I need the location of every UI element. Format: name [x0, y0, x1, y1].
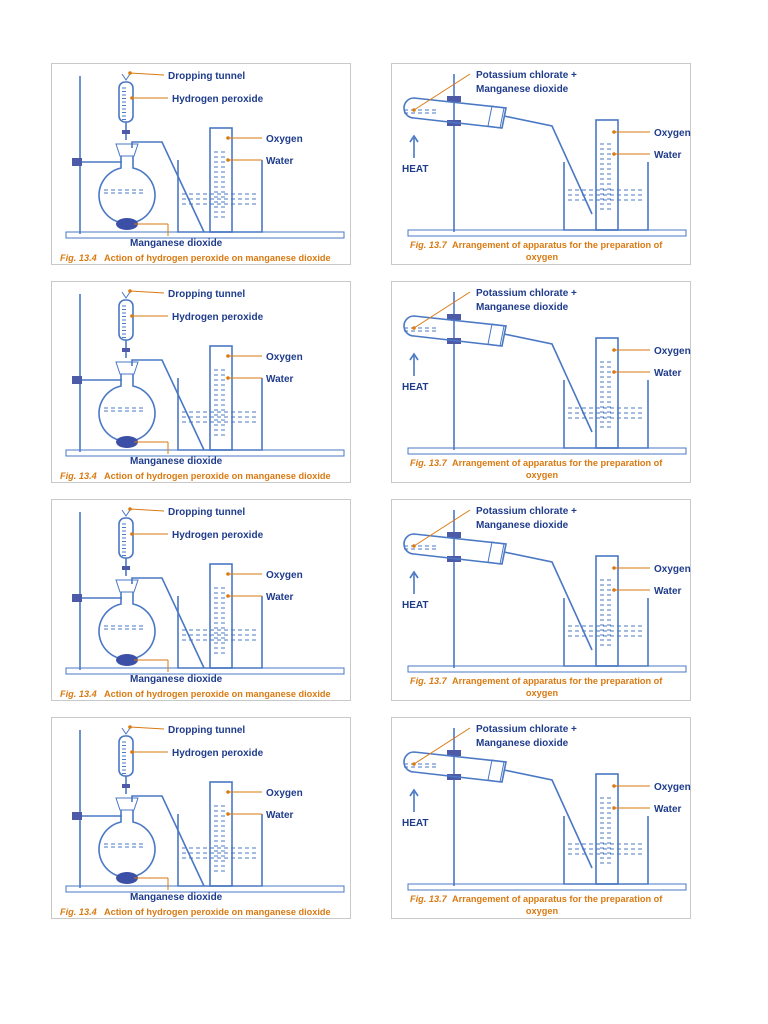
leader-dot — [226, 790, 230, 794]
label-mno2: Manganese dioxide — [130, 892, 223, 903]
cork — [116, 798, 138, 810]
cork — [488, 760, 504, 782]
label-heat: HEAT — [402, 164, 429, 175]
label-oxygen: Oxygen — [654, 564, 691, 575]
leader-dot — [130, 96, 134, 100]
delivery-tube — [504, 334, 592, 432]
leader-dot — [612, 784, 616, 788]
caption-fig: Fig. 13.7 — [410, 894, 447, 904]
label-reactant: Potassium chlorate + — [476, 70, 577, 81]
funnel-tip — [122, 74, 130, 80]
leader-line — [414, 292, 470, 328]
leader-dot — [612, 566, 616, 570]
figure-panel-kclo3 — [391, 63, 691, 265]
label-oxygen: Oxygen — [266, 352, 303, 363]
label-reactant-2: Manganese dioxide — [476, 84, 569, 95]
kclo3-apparatus-diagram — [392, 282, 692, 484]
cork — [488, 324, 504, 346]
label-oxygen: Oxygen — [266, 570, 303, 581]
label-oxygen: Oxygen — [654, 346, 691, 357]
figure-panel-h2o2 — [51, 281, 351, 483]
clamp — [72, 376, 82, 384]
label-mno2: Manganese dioxide — [130, 456, 223, 467]
leader-dot — [412, 108, 416, 112]
kclo3-apparatus-diagram — [392, 718, 692, 920]
stand-base — [408, 448, 686, 454]
leader-dot — [412, 326, 416, 330]
label-heat: HEAT — [402, 600, 429, 611]
caption-fig: Fig. 13.7 — [410, 676, 447, 686]
label-reactant-2: Manganese dioxide — [476, 738, 569, 749]
leader-dot — [226, 594, 230, 598]
figure-panel-kclo3 — [391, 499, 691, 701]
trough — [564, 380, 648, 448]
leader-dot — [226, 572, 230, 576]
leader-dot — [128, 289, 132, 293]
gas-jar — [210, 346, 232, 450]
figure-panel-kclo3 — [391, 717, 691, 919]
leader-dot — [226, 158, 230, 162]
trough — [564, 816, 648, 884]
h2o2-apparatus-diagram — [52, 64, 352, 266]
leader-dot — [226, 812, 230, 816]
leader-dot — [130, 532, 134, 536]
caption-fig: Fig. 13.4 — [60, 907, 97, 917]
label-funnel: Dropping tunnel — [168, 725, 246, 736]
leader-dot — [612, 152, 616, 156]
caption-text: Arrangement of apparatus for the preparation of — [452, 458, 663, 468]
leader-dot — [128, 725, 132, 729]
funnel-tip — [122, 728, 130, 734]
funnel-tip — [122, 510, 130, 516]
label-peroxide: Hydrogen peroxide — [172, 748, 264, 759]
leader-dot — [612, 588, 616, 592]
caption-text: Action of hydrogen peroxide on manganese dioxide — [104, 907, 331, 917]
trough — [178, 160, 262, 232]
figure-panel-h2o2 — [51, 717, 351, 919]
figure-panel-kclo3 — [391, 281, 691, 483]
label-oxygen: Oxygen — [654, 782, 691, 793]
label-reactant-2: Manganese dioxide — [476, 302, 569, 313]
caption-text-2: oxygen — [525, 252, 559, 262]
label-water: Water — [654, 150, 682, 161]
figure-panel-h2o2 — [51, 63, 351, 265]
leader-dot — [226, 376, 230, 380]
caption-text-2: oxygen — [525, 688, 559, 698]
trough — [178, 378, 262, 450]
label-reactant: Potassium chlorate + — [476, 506, 577, 517]
leader-dot — [612, 130, 616, 134]
trough — [564, 162, 648, 230]
h2o2-apparatus-diagram — [52, 718, 352, 920]
leader-dot — [612, 806, 616, 810]
label-oxygen: Oxygen — [266, 134, 303, 145]
cork — [116, 144, 138, 156]
caption-text-2: oxygen — [525, 906, 559, 916]
caption-text: Action of hydrogen peroxide on manganese dioxide — [104, 689, 331, 699]
label-heat: HEAT — [402, 818, 429, 829]
label-heat: HEAT — [402, 382, 429, 393]
label-water: Water — [266, 156, 294, 167]
figure-panel-h2o2 — [51, 499, 351, 701]
stopcock — [122, 784, 130, 788]
caption-text: Arrangement of apparatus for the preparation of — [452, 240, 663, 250]
trough — [178, 596, 262, 668]
label-water: Water — [266, 374, 294, 385]
gas-jar — [210, 564, 232, 668]
stopcock — [122, 130, 130, 134]
stand-base — [408, 666, 686, 672]
kclo3-apparatus-diagram — [392, 500, 692, 702]
leader-dot — [226, 136, 230, 140]
cork — [116, 580, 138, 592]
leader-line — [414, 728, 470, 764]
leader-dot — [612, 348, 616, 352]
label-oxygen: Oxygen — [266, 788, 303, 799]
gas-jar — [596, 556, 618, 666]
leader-line — [130, 509, 164, 511]
clamp — [72, 158, 82, 166]
caption-text: Arrangement of apparatus for the preparation of — [452, 894, 663, 904]
caption-text: Action of hydrogen peroxide on manganese dioxide — [104, 471, 331, 481]
caption-fig: Fig. 13.7 — [410, 458, 447, 468]
cork — [116, 362, 138, 374]
clamp — [72, 812, 82, 820]
cork — [488, 106, 504, 128]
label-water: Water — [654, 586, 682, 597]
trough — [564, 598, 648, 666]
stopcock — [122, 566, 130, 570]
delivery-tube — [504, 770, 592, 868]
label-reactant: Potassium chlorate + — [476, 288, 577, 299]
label-water: Water — [266, 810, 294, 821]
caption-fig: Fig. 13.4 — [60, 253, 97, 263]
leader-line — [414, 510, 470, 546]
label-water: Water — [266, 592, 294, 603]
label-reactant-2: Manganese dioxide — [476, 520, 569, 531]
h2o2-apparatus-diagram — [52, 282, 352, 484]
clamp — [72, 594, 82, 602]
gas-jar — [210, 782, 232, 886]
leader-line — [130, 291, 164, 293]
label-oxygen: Oxygen — [654, 128, 691, 139]
leader-line — [414, 74, 470, 110]
gas-jar — [210, 128, 232, 232]
leader-dot — [226, 354, 230, 358]
leader-dot — [130, 750, 134, 754]
label-mno2: Manganese dioxide — [130, 238, 223, 249]
label-peroxide: Hydrogen peroxide — [172, 312, 264, 323]
caption-text: Arrangement of apparatus for the preparation of — [452, 676, 663, 686]
gas-jar — [596, 120, 618, 230]
delivery-tube — [504, 552, 592, 650]
kclo3-apparatus-diagram — [392, 64, 692, 266]
leader-dot — [128, 71, 132, 75]
h2o2-apparatus-diagram — [52, 500, 352, 702]
leader-line — [130, 73, 164, 75]
leader-dot — [612, 370, 616, 374]
label-funnel: Dropping tunnel — [168, 71, 246, 82]
label-reactant: Potassium chlorate + — [476, 724, 577, 735]
caption-fig: Fig. 13.4 — [60, 689, 97, 699]
leader-dot — [128, 507, 132, 511]
label-peroxide: Hydrogen peroxide — [172, 94, 264, 105]
stand-base — [408, 884, 686, 890]
label-funnel: Dropping tunnel — [168, 289, 246, 300]
cork — [488, 542, 504, 564]
leader-dot — [412, 762, 416, 766]
caption-fig: Fig. 13.7 — [410, 240, 447, 250]
caption-fig: Fig. 13.4 — [60, 471, 97, 481]
label-water: Water — [654, 804, 682, 815]
caption-text: Action of hydrogen peroxide on manganese dioxide — [104, 253, 331, 263]
label-mno2: Manganese dioxide — [130, 674, 223, 685]
leader-dot — [412, 544, 416, 548]
gas-jar — [596, 338, 618, 448]
leader-dot — [130, 314, 134, 318]
stopcock — [122, 348, 130, 352]
gas-jar — [596, 774, 618, 884]
label-peroxide: Hydrogen peroxide — [172, 530, 264, 541]
leader-line — [130, 727, 164, 729]
trough — [178, 814, 262, 886]
funnel-tip — [122, 292, 130, 298]
label-funnel: Dropping tunnel — [168, 507, 246, 518]
label-water: Water — [654, 368, 682, 379]
delivery-tube — [504, 116, 592, 214]
caption-text-2: oxygen — [525, 470, 559, 480]
stand-base — [408, 230, 686, 236]
